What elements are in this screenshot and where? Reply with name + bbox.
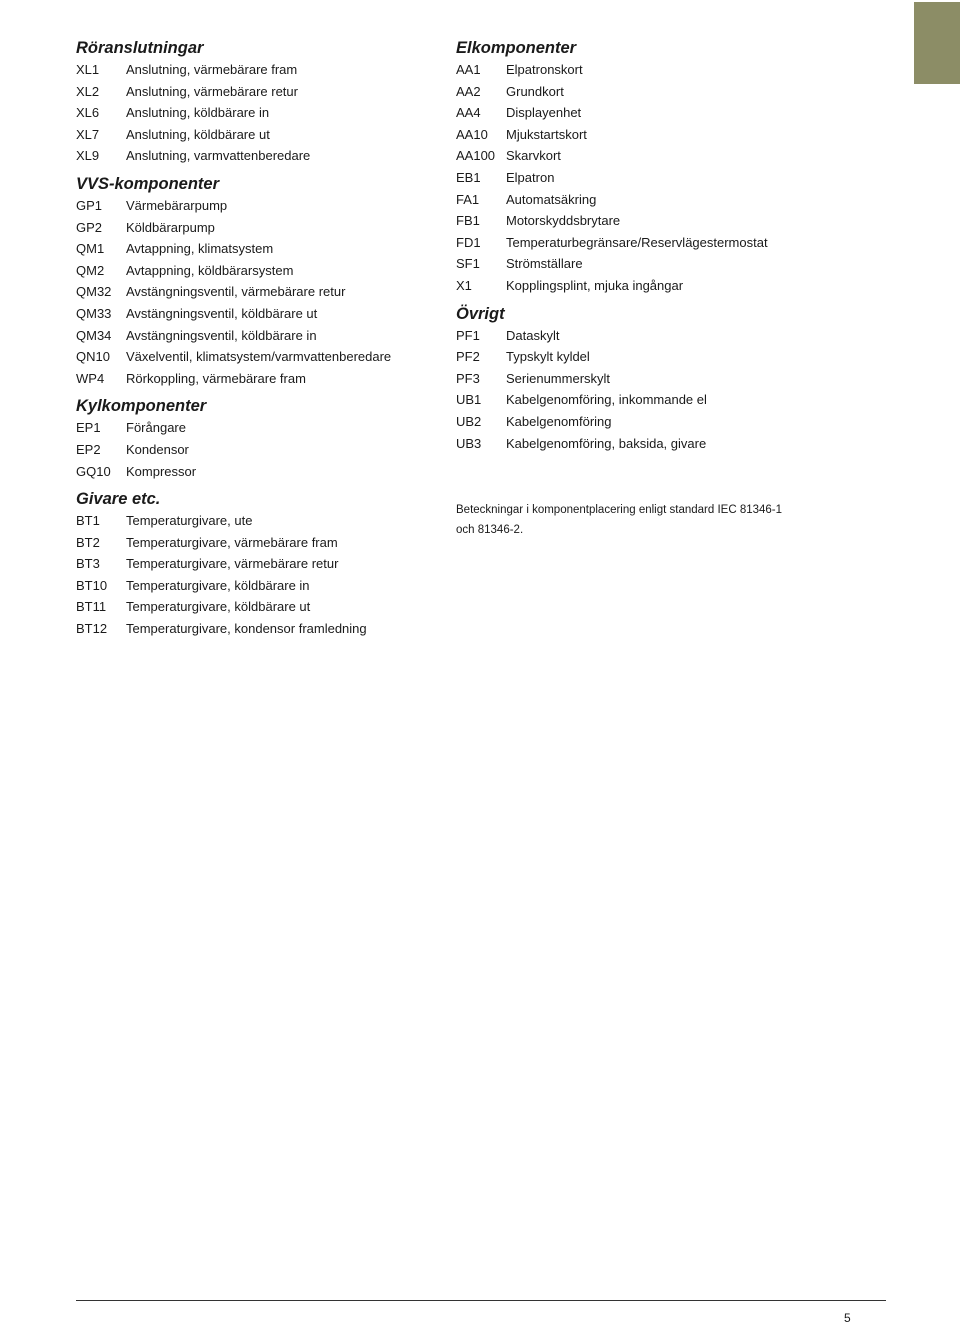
section-title: Kylkomponenter	[76, 397, 207, 416]
component-description: Elpatronskort	[506, 62, 583, 77]
list-item	[456, 253, 896, 275]
list-item	[456, 368, 896, 390]
component-description: Växelventil, klimatsystem/varmvattenberedare	[126, 349, 392, 365]
section-kylkomponenter	[76, 395, 436, 482]
note-line-1: Beteckningar i komponentplacering enligt standard IEC 81346-1	[456, 504, 783, 516]
component-description: Kabelgenomföring, inkommande el	[506, 392, 707, 408]
component-description: Typskylt kyldel	[506, 349, 590, 365]
component-description: Anslutning, värmebärare retur	[126, 83, 298, 99]
component-code: AA100	[456, 148, 496, 164]
component-description: Värmebärarpump	[126, 197, 228, 213]
list-item	[76, 325, 436, 347]
component-description: Anslutning, köldbärare ut	[126, 126, 270, 142]
component-code: BT12	[76, 621, 108, 637]
component-description: Serienummerskylt	[506, 370, 611, 386]
component-description: Kompressor	[126, 463, 197, 479]
list-item	[456, 189, 896, 211]
component-description: Temperaturgivare, värmebärare retur	[126, 556, 339, 572]
list-item	[76, 102, 436, 124]
component-description: Temperaturgivare, köldbärare in	[126, 577, 310, 593]
component-code: BT11	[76, 599, 107, 615]
component-code: EP1	[76, 420, 101, 436]
component-code: GP1	[76, 197, 103, 213]
component-description: Temperaturbegränsare/Reservlägestermostat	[506, 234, 768, 250]
list-item	[456, 102, 896, 124]
list-item	[76, 461, 436, 483]
component-description: Mjukstartskort	[506, 126, 587, 142]
section-title: Givare etc.	[76, 490, 161, 509]
component-description: Grundkort	[506, 83, 564, 99]
component-description: Anslutning, varmvattenberedare	[126, 148, 311, 164]
component-description: Dataskylt	[506, 327, 560, 343]
list-item	[76, 553, 436, 575]
list-item	[456, 325, 896, 347]
component-description: Strömställare	[506, 256, 583, 272]
component-code: FB1	[456, 213, 480, 229]
component-description: Rörkoppling, värmebärare fram	[126, 370, 306, 386]
component-code: BT1	[76, 513, 100, 529]
list-item	[76, 238, 436, 260]
component-code: XL1	[76, 62, 100, 77]
component-code: BT10	[76, 577, 108, 593]
footer-divider	[76, 1300, 886, 1301]
component-code: UB3	[456, 435, 482, 451]
component-code: QM1	[76, 241, 105, 257]
component-description: Displayenhet	[506, 105, 582, 121]
section-elkomponenter	[456, 37, 896, 297]
component-code: FD1	[456, 234, 481, 250]
component-code: QM34	[76, 327, 112, 343]
component-code: XL7	[76, 126, 100, 142]
list-item	[76, 217, 436, 239]
component-description: Temperaturgivare, värmebärare fram	[126, 534, 338, 550]
note-line-2: och 81346-2.	[456, 524, 524, 536]
component-code: AA10	[456, 126, 488, 142]
list-item	[456, 433, 896, 455]
list-item	[456, 59, 896, 81]
list-item	[76, 510, 436, 532]
list-item	[76, 124, 436, 146]
component-description: Avstängningsventil, köldbärare in	[126, 327, 317, 343]
component-code: WP4	[76, 370, 105, 386]
component-code: XL2	[76, 83, 100, 99]
list-item	[76, 260, 436, 282]
section-title: Elkomponenter	[456, 39, 577, 57]
component-description: Kabelgenomföring	[506, 413, 612, 429]
component-description: Motorskyddsbrytare	[506, 213, 621, 229]
standard-note	[456, 500, 816, 540]
component-code: EB1	[456, 169, 481, 185]
component-description: Avtappning, köldbärarsystem	[126, 262, 294, 278]
component-description: Temperaturgivare, köldbärare ut	[126, 599, 311, 615]
component-code: QM32	[76, 284, 112, 300]
component-description: Köldbärarpump	[126, 219, 215, 235]
section-givare	[76, 488, 436, 640]
component-description: Anslutning, köldbärare in	[126, 105, 270, 121]
component-code: FA1	[456, 191, 480, 207]
list-item	[456, 275, 896, 297]
component-description: Skarvkort	[506, 148, 561, 164]
section-title: Övrigt	[456, 304, 505, 323]
component-code: BT3	[76, 556, 100, 572]
component-code: QM2	[76, 262, 105, 278]
component-code: XL6	[76, 105, 100, 121]
list-item	[76, 439, 436, 461]
component-description: Kondensor	[126, 441, 189, 457]
component-code: AA2	[456, 83, 481, 99]
list-item	[456, 167, 896, 189]
list-item	[76, 281, 436, 303]
list-item	[76, 532, 436, 554]
list-item	[76, 368, 436, 390]
component-description: Temperaturgivare, kondensor framledning	[126, 621, 367, 637]
list-item	[456, 124, 896, 146]
component-code: PF3	[456, 370, 480, 386]
component-description: Anslutning, värmebärare fram	[126, 62, 298, 77]
component-code: AA1	[456, 62, 481, 77]
component-description: Automatsäkring	[506, 191, 597, 207]
left-column	[76, 37, 436, 640]
component-description: Elpatron	[506, 169, 555, 185]
list-item	[456, 145, 896, 167]
component-code: QN10	[76, 349, 110, 365]
component-code: EP2	[76, 441, 101, 457]
component-code: UB2	[456, 413, 482, 429]
component-code: GP2	[76, 219, 103, 235]
list-item	[76, 575, 436, 597]
component-code: QM33	[76, 305, 112, 321]
component-code: SF1	[456, 256, 480, 272]
section-vvs-komponenter	[76, 173, 436, 389]
component-code: XL9	[76, 148, 100, 164]
list-item	[76, 145, 436, 167]
component-code: GQ10	[76, 463, 111, 479]
list-item	[456, 389, 896, 411]
list-item	[456, 210, 896, 232]
component-code: PF2	[456, 349, 480, 365]
section-roranslutningar	[76, 37, 436, 167]
component-code: AA4	[456, 105, 481, 121]
list-item	[76, 618, 436, 640]
list-item	[76, 417, 436, 439]
list-item	[456, 411, 896, 433]
component-description: Avstängningsventil, köldbärare ut	[126, 305, 318, 321]
list-item	[76, 303, 436, 325]
list-item	[456, 232, 896, 254]
list-item	[76, 596, 436, 618]
right-column	[456, 37, 896, 454]
component-code: PF1	[456, 327, 480, 343]
list-item	[76, 195, 436, 217]
component-code: X1	[456, 277, 472, 293]
component-code: UB1	[456, 392, 482, 408]
list-item	[76, 81, 436, 103]
component-description: Avtappning, klimatsystem	[126, 241, 274, 257]
list-item	[76, 346, 436, 368]
section-title: VVS-komponenter	[76, 174, 220, 193]
list-item	[456, 81, 896, 103]
component-description: Temperaturgivare, ute	[126, 513, 253, 529]
section-ovrigt	[456, 303, 896, 455]
list-item	[76, 59, 436, 81]
page-number: 5	[844, 1311, 851, 1325]
section-title: Röranslutningar	[76, 39, 204, 57]
chapter-tab-marker	[914, 2, 960, 84]
component-description: Kabelgenomföring, baksida, givare	[506, 435, 707, 451]
component-description: Kopplingsplint, mjuka ingångar	[506, 277, 684, 293]
list-item	[456, 346, 896, 368]
component-code: BT2	[76, 534, 100, 550]
component-description: Avstängningsventil, värmebärare retur	[126, 284, 346, 300]
component-description: Förångare	[126, 420, 186, 436]
